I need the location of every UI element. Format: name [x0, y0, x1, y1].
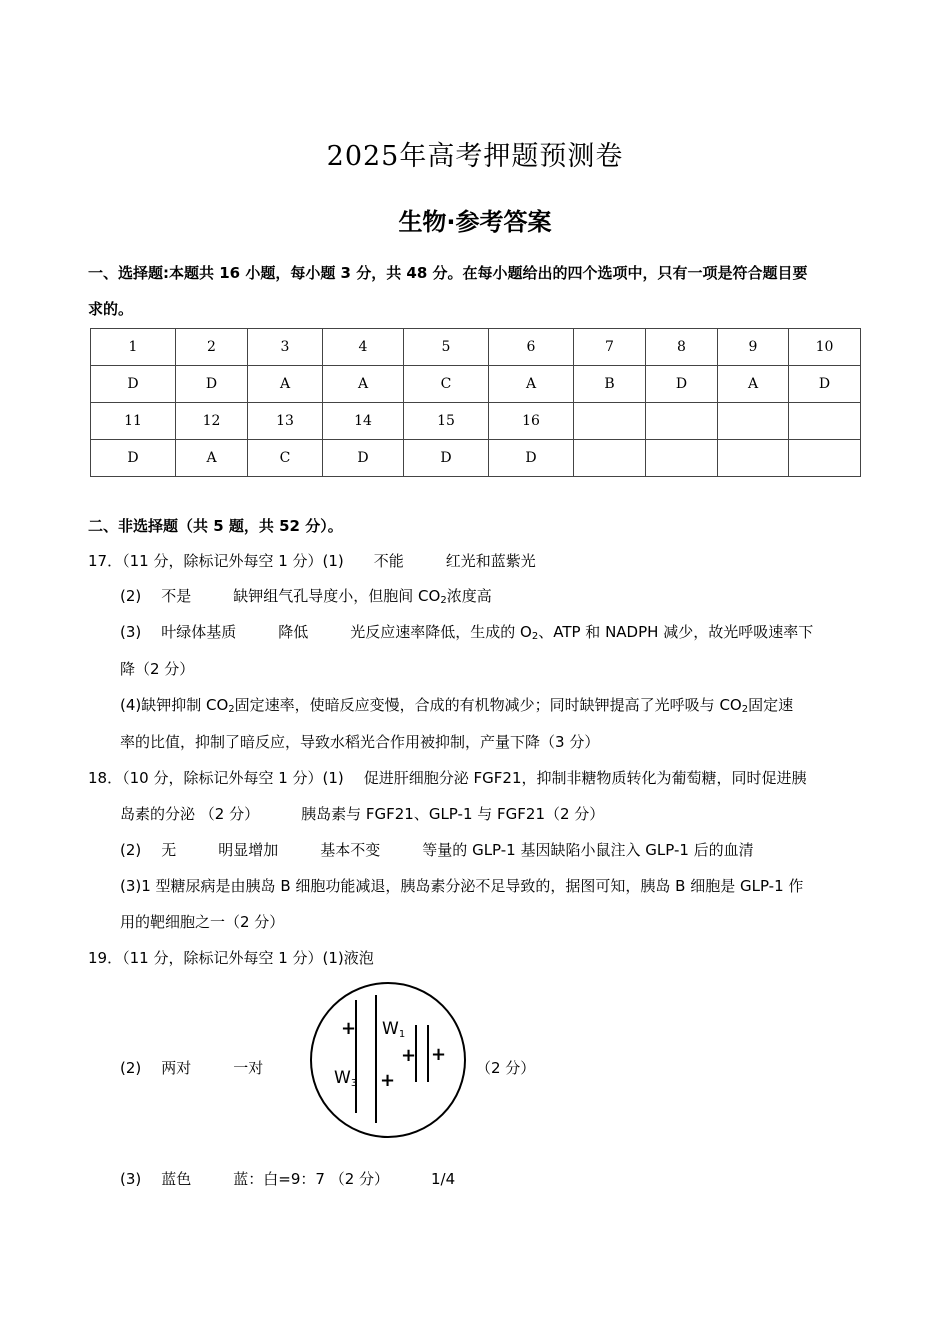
q18-p1-answer: 促进肝细胞分泌 FGF21，抑制非糖物质转化为葡萄糖，同时促进胰	[363, 769, 807, 787]
q19-p3-num: (3)	[120, 1170, 142, 1188]
q17-part4-cont: 率的比值，抑制了暗反应，导致水稻光合作用被抑制，产量下降（3 分）	[120, 733, 600, 751]
question-number-cell	[789, 403, 861, 440]
q17-p3-answer-c: 光反应速率降低，生成的 O	[350, 623, 532, 641]
q19-p3-answer-b: 蓝：白=9：7 （2 分）	[233, 1170, 390, 1188]
q19-part2	[120, 1057, 263, 1078]
section2-heading: 二、非选择题（共 5 题，共 52 分）。	[88, 517, 343, 535]
section1-heading: 一、选择题:本题共 16 小题，每小题 3 分，共 48 分。在每小题给出的四个选项中，只有一项是符合题目要	[88, 264, 808, 282]
question-number-cell: 1	[91, 329, 176, 366]
q19-p3-answer-c: 1/4	[431, 1170, 456, 1188]
q17-line1	[88, 550, 536, 571]
q19-line1: 19．（11 分，除标记外每空 1 分）(1)液泡	[88, 949, 374, 967]
q18-part3-cont: 用的靶细胞之一（2 分）	[120, 913, 285, 931]
q17-p2-num: (2)	[120, 587, 142, 605]
answer-cell: A	[176, 440, 248, 477]
plus-marker: +	[401, 1045, 417, 1066]
answer-cell: A	[489, 366, 574, 403]
q17-part3	[120, 621, 813, 642]
answer-table	[90, 328, 861, 477]
question-number-cell: 16	[489, 403, 574, 440]
q17-p4-sub2: 2	[741, 704, 749, 715]
q18-intro: 18．（10 分，除标记外每空 1 分）(1)	[88, 769, 344, 787]
q18-p2-answer-c: 基本不变	[320, 841, 381, 859]
q17-intro: 17．（11 分，除标记外每空 1 分）(1)	[88, 552, 344, 570]
answer-cell: D	[404, 440, 489, 477]
q18-line1	[88, 767, 807, 788]
answer-cell	[574, 440, 646, 477]
q19-p3-answer-a: 蓝色	[161, 1170, 192, 1188]
q17-part2	[120, 585, 492, 606]
question-number-cell	[646, 403, 718, 440]
question-number-row	[91, 403, 861, 440]
answer-cell	[718, 440, 789, 477]
question-number-cell	[718, 403, 789, 440]
question-number-cell: 9	[718, 329, 789, 366]
answer-cell: D	[176, 366, 248, 403]
plus-marker: +	[341, 1018, 357, 1039]
answer-cell: A	[248, 366, 323, 403]
answer-cell	[646, 440, 718, 477]
answer-cell: B	[574, 366, 646, 403]
q17-p2-answer-a: 不是	[161, 587, 192, 605]
section1-heading-cont: 求的。	[88, 300, 134, 318]
q17-p3-num: (3)	[120, 623, 142, 641]
q19-part3	[120, 1168, 455, 1189]
question-number-cell: 11	[91, 403, 176, 440]
answer-row	[91, 366, 861, 403]
q17-p3-answer-a: 叶绿体基质	[161, 623, 237, 641]
q18-part2	[120, 839, 754, 860]
answer-cell: C	[248, 440, 323, 477]
q19-p2-score: （2 分）	[476, 1059, 536, 1077]
chromosome-diagram	[308, 980, 468, 1140]
page-title: 2025年高考押题预测卷	[326, 141, 624, 172]
answer-cell: D	[789, 366, 861, 403]
q17-p4-c: 固定速	[748, 696, 794, 714]
question-number-row	[91, 329, 861, 366]
question-number-cell: 5	[404, 329, 489, 366]
q18-part3: (3)1 型糖尿病是由胰岛 B 细胞功能减退，胰岛素分泌不足导致的，据图可知，胰岛 B 细胞是 GLP-1 作	[120, 877, 804, 895]
q17-answer-1: 不能	[373, 552, 404, 570]
q19-p2-answer-a: 两对	[161, 1059, 192, 1077]
gene-label-w1: W1	[382, 1019, 406, 1040]
question-number-cell: 7	[574, 329, 646, 366]
q17-p4-sub1: 2	[228, 704, 235, 715]
question-number-cell	[574, 403, 646, 440]
q17-p3-answer-b: 降低	[278, 623, 309, 641]
q17-p3-answer-c2: 、ATP 和 NADPH 减少，故光呼吸速率下	[538, 623, 814, 641]
q18-p1-answer-2: 胰岛素与 FGF21、GLP-1 与 FGF21（2 分）	[301, 805, 605, 823]
q18-p2-answer-d: 等量的 GLP-1 基因缺陷小鼠注入 GLP-1 后的血清	[422, 841, 754, 859]
question-number-cell: 2	[176, 329, 248, 366]
page-subtitle: 生物·参考答案	[398, 208, 552, 236]
answer-cell: C	[404, 366, 489, 403]
q17-answer-2: 红光和蓝紫光	[445, 552, 536, 570]
answer-table-body	[91, 329, 861, 477]
answer-cell: D	[91, 440, 176, 477]
q17-p3-sub: 2	[531, 631, 539, 642]
plus-marker: +	[380, 1070, 396, 1091]
answer-cell: A	[718, 366, 789, 403]
q17-p2-sub: 2	[440, 595, 447, 606]
answer-cell: D	[323, 440, 404, 477]
q17-p4-a: (4)缺钾抑制 CO	[120, 696, 229, 714]
q17-p2-answer-b: 缺钾组气孔导度小，但胞间 CO	[233, 587, 441, 605]
q18-p2-answer-a: 无	[161, 841, 177, 859]
question-number-cell: 3	[248, 329, 323, 366]
question-number-cell: 15	[404, 403, 489, 440]
question-number-cell: 4	[323, 329, 404, 366]
q19-p2-answer-b: 一对	[233, 1059, 264, 1077]
q18-p2-answer-b: 明显增加	[218, 841, 279, 859]
gene-label-w3: W3	[334, 1068, 358, 1089]
answer-cell: A	[323, 366, 404, 403]
question-number-cell: 10	[789, 329, 861, 366]
question-number-cell: 8	[646, 329, 718, 366]
q17-p4-b: 固定速率，使暗反应变慢，合成的有机物减少；同时缺钾提高了光呼吸与 CO	[234, 696, 742, 714]
question-number-cell: 14	[323, 403, 404, 440]
question-number-cell: 12	[176, 403, 248, 440]
q17-part4	[120, 694, 793, 715]
q17-p2-tail: 浓度高	[446, 587, 492, 605]
question-number-cell: 6	[489, 329, 574, 366]
answer-row	[91, 440, 861, 477]
answer-cell: D	[489, 440, 574, 477]
q18-line2	[120, 803, 604, 824]
answer-cell: D	[646, 366, 718, 403]
q17-part3-cont: 降（2 分）	[120, 660, 195, 678]
answer-cell: D	[91, 366, 176, 403]
answer-cell	[789, 440, 861, 477]
q18-p1-answer-cont: 岛素的分泌 （2 分）	[120, 805, 260, 823]
q18-p2-num: (2)	[120, 841, 142, 859]
question-number-cell: 13	[248, 403, 323, 440]
q19-p2-num: (2)	[120, 1059, 142, 1077]
plus-marker: +	[431, 1044, 447, 1065]
